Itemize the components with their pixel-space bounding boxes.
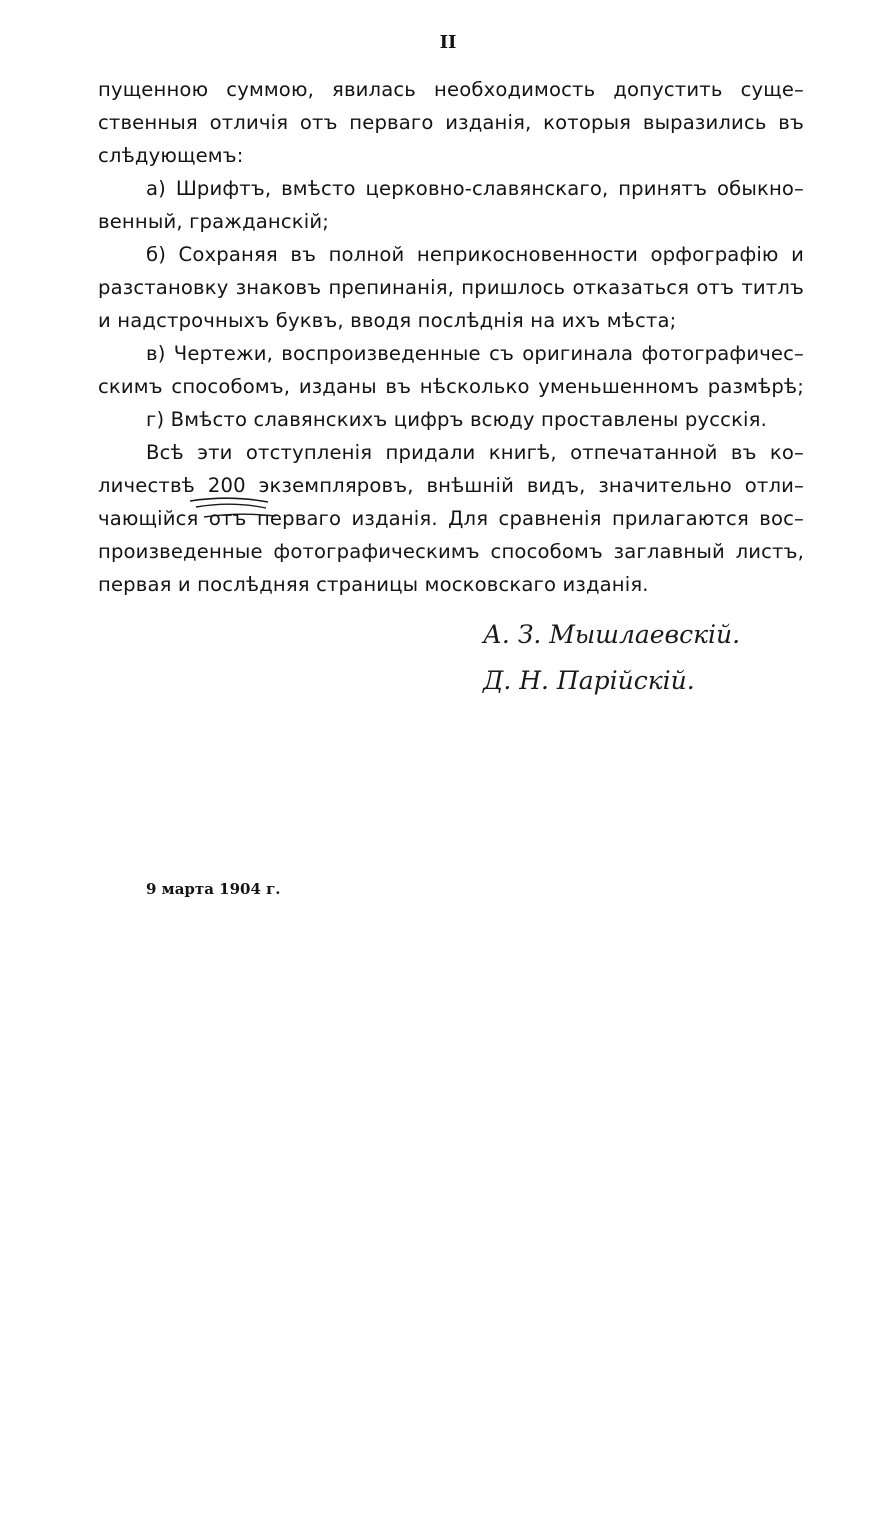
list-item-d: г) Вмѣсто славянскихъ цифръ всюду проставлены русскія.: [146, 408, 767, 431]
text-line: слѣдующемъ:: [98, 144, 244, 167]
text-line: скимъ способомъ, изданы въ нѣсколько уменьшенномъ размѣрѣ;: [98, 375, 804, 398]
list-item-b: б) Сохраняя въ полной неприкосновенности орфографію и: [146, 243, 804, 266]
list-item-c: в) Чертежи, воспроизведенные съ оригинала фотографичес–: [146, 342, 804, 365]
text-line: [98, 505, 804, 533]
list-item-a: а) Шрифтъ, вмѣсто церковно-славянскаго, принятъ обыкно–: [146, 177, 804, 200]
text-line: пущенною суммою, явилась необходимость допустить суще–: [98, 78, 804, 101]
text-line: и надстрочныхъ буквъ, вводя послѣднія на ихъ мѣста;: [98, 309, 677, 332]
line-part: перваго изданія. Для сравненія прилагаются вос–: [246, 507, 804, 530]
text-line: первая и послѣдняя страницы московскаго изданія.: [98, 573, 649, 596]
copy-count: 200: [207, 474, 246, 497]
page-number: II: [439, 32, 457, 53]
document-date: 9 марта 1904 г.: [146, 880, 281, 898]
line-part: чающійся: [98, 507, 209, 530]
overlined-word: отъ: [208, 507, 247, 530]
signature-myshlaevsky: А. З. Мышлаевскій.: [483, 620, 741, 649]
text-line: венный, гражданскій;: [98, 210, 330, 233]
text-line: произведенные фотографическимъ способомъ заглавный листъ,: [98, 540, 804, 563]
signature-pariisky: Д. Н. Парійскій.: [483, 666, 695, 695]
line-part: личествѣ: [98, 474, 208, 497]
line-part: экземпляровъ, внѣшній видъ, значительно отли–: [245, 474, 804, 497]
text-line: разстановку знаковъ препинанія, пришлось отказаться отъ титлъ: [98, 276, 804, 299]
text-line: ственныя отличія отъ перваго изданія, которыя выразились въ: [98, 111, 804, 134]
text-line-with-count: [98, 472, 804, 500]
paragraph-start: Всѣ эти отступленія придали книгѣ, отпечатанной въ ко–: [146, 441, 804, 464]
